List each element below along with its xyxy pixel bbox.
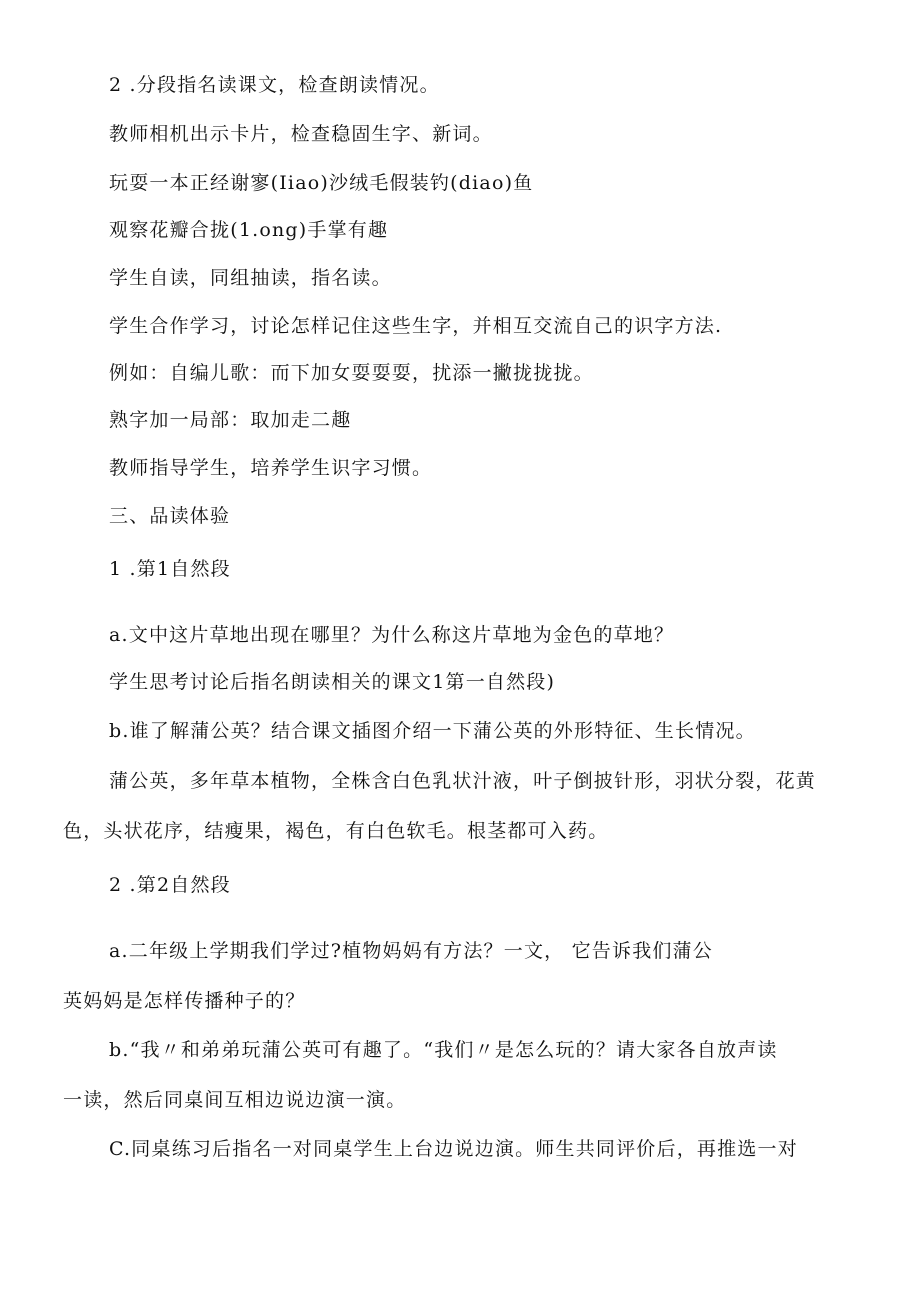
paragraph-student-discussion: 学生思考讨论后指名朗读相关的课文1第一自然段) bbox=[109, 671, 556, 693]
question-b-continuation: 一读，然后同桌间互相边说边演一演。 bbox=[63, 1089, 407, 1111]
question-a-golden-meadow: a.文中这片草地出现在哪里？为什么称这片草地为金色的草地？ bbox=[109, 624, 675, 646]
paragraph-cooperative-learning: 学生合作学习，讨论怎样记住这些生字，并相互交流自己的识字方法. bbox=[109, 315, 723, 337]
question-b-play-dandelion: b.“我〃和弟弟玩蒲公英可有趣了。“我们〃是怎么玩的？请大家各自放声读 bbox=[109, 1039, 778, 1061]
paragraph-teacher-cards: 教师相机出示卡片，检查稳固生字、新词。 bbox=[109, 123, 493, 145]
section-heading-reading-experience: 三、品读体验 bbox=[109, 505, 231, 527]
list-item-reading-check: 2 .分段指名读课文，检查朗读情况。 bbox=[109, 74, 440, 96]
paragraph-dandelion-description-2: 色，头状花序，结瘦果，褐色，有白色软毛。根茎都可入药。 bbox=[63, 820, 609, 842]
list-item-paragraph-1: 1 .第1自然段 bbox=[109, 558, 231, 580]
paragraph-vocab-line-2: 观察花瓣合拢(1.ong)手掌有趣 bbox=[109, 219, 389, 241]
paragraph-example-rhyme: 例如：自编儿歌：而下加女耍耍耍，扰添一撇拢拢拢。 bbox=[109, 362, 594, 384]
paragraph-dandelion-description-1: 蒲公英，多年草本植物，全株含白色乳状汁液，叶子倒披针形，羽状分裂，花黄 bbox=[109, 770, 817, 792]
question-a-continuation: 英妈妈是怎样传播种子的？ bbox=[63, 990, 306, 1012]
paragraph-vocab-line-1: 玩耍一本正经谢寥(Iiao)沙绒毛假装钓(diao)鱼 bbox=[109, 172, 534, 194]
question-a-plant-mothers: a.二年级上学期我们学过?植物妈妈有方法？一文， 它告诉我们蒲公 bbox=[109, 940, 713, 962]
paragraph-self-reading: 学生自读，同组抽读，指名读。 bbox=[109, 267, 392, 289]
question-b-dandelion: b.谁了解蒲公英？结合课文插图介绍一下蒲公英的外形特征、生长情况。 bbox=[109, 720, 756, 742]
question-c-performance: C.同桌练习后指名一对同桌学生上台边说边演。师生共同评价后，再推选一对 bbox=[109, 1138, 798, 1160]
paragraph-teacher-guidance: 教师指导学生，培养学生识字习惯。 bbox=[109, 457, 433, 479]
paragraph-familiar-char: 熟字加一局部：取加走二趣 bbox=[109, 409, 352, 431]
list-item-paragraph-2: 2 .第2自然段 bbox=[109, 874, 231, 896]
